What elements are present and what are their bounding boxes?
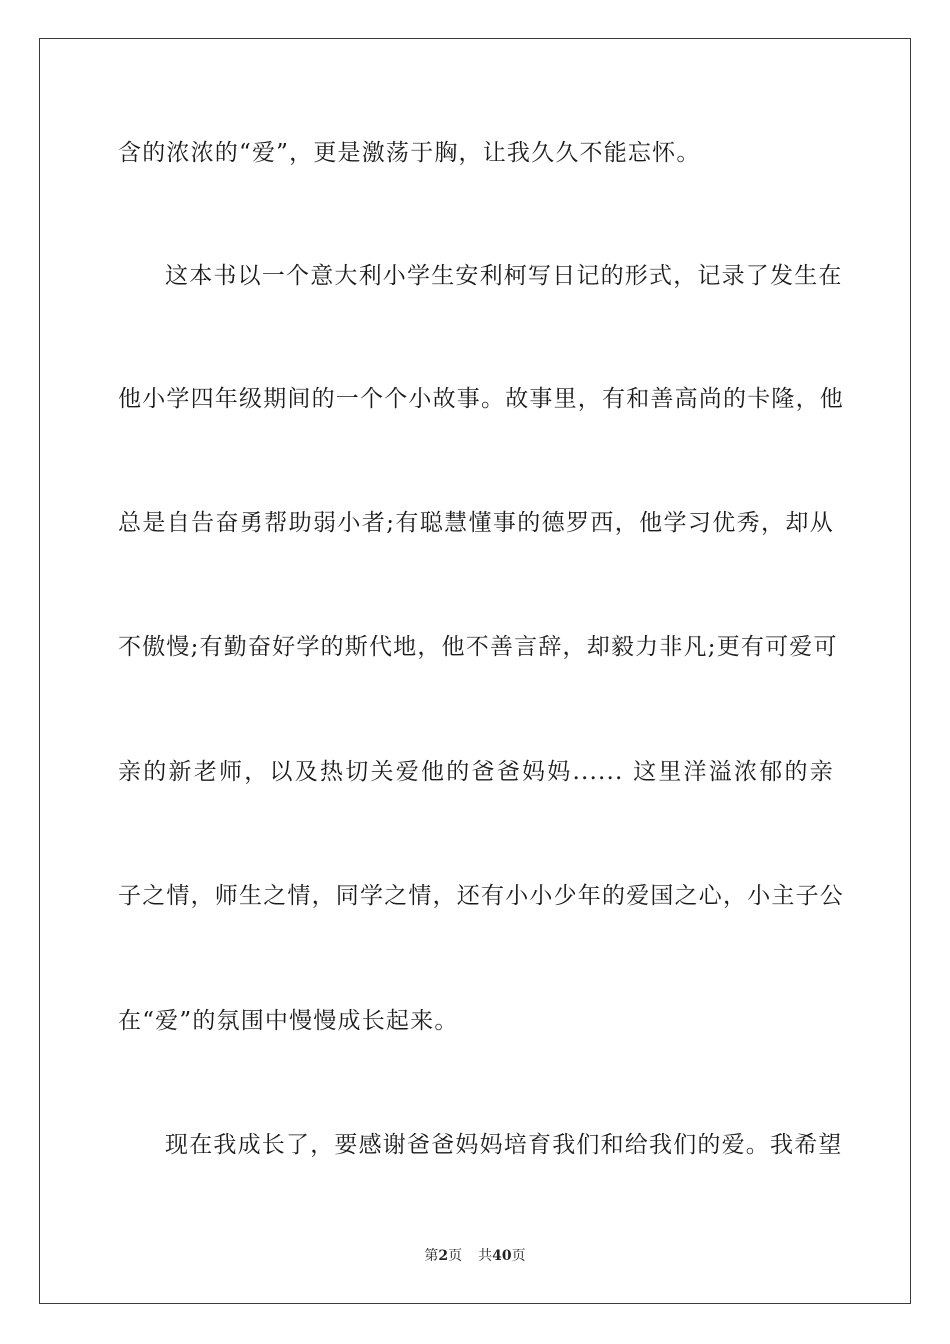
page-label-prefix: 第 [424,1248,439,1264]
text-line: 总是自告奋勇帮助弱小者;有聪慧懂事的德罗西，他学习优秀，却从 [118,510,834,536]
page-border [39,38,911,1304]
text-line: 在“爱”的氛围中慢慢成长起来。 [118,1008,459,1034]
text-line: 含的浓浓的“爱”，更是激荡于胸，让我久久不能忘怀。 [118,140,701,166]
total-pages: 40 [492,1248,512,1264]
text-line: 他小学四年级期间的一个个小故事。故事里，有和善高尚的卡隆，他 [118,386,844,412]
page-number: 2 [438,1248,449,1264]
page-footer [0,1247,950,1265]
text-line: 现在我成长了，要感谢爸爸妈妈培育我们和给我们的爱。我希望 [165,1132,843,1158]
text-line: 这本书以一个意大利小学生安利柯写日记的形式，记录了发生在 [165,263,843,289]
text-line: 不傲慢;有勤奋好学的斯代地，他不善言辞，却毅力非凡;更有可爱可 [118,634,838,660]
page-label-suffix: 页 [448,1248,463,1264]
total-label-suffix: 页 [511,1248,526,1264]
text-line: 亲的新老师，以及热切关爱他的爸爸妈妈...... 这里洋溢浓郁的亲 [118,759,834,785]
total-label-prefix: 共 [478,1248,493,1264]
text-line: 子之情，师生之情，同学之情，还有小小少年的爱国之心，小主子公 [118,883,844,909]
